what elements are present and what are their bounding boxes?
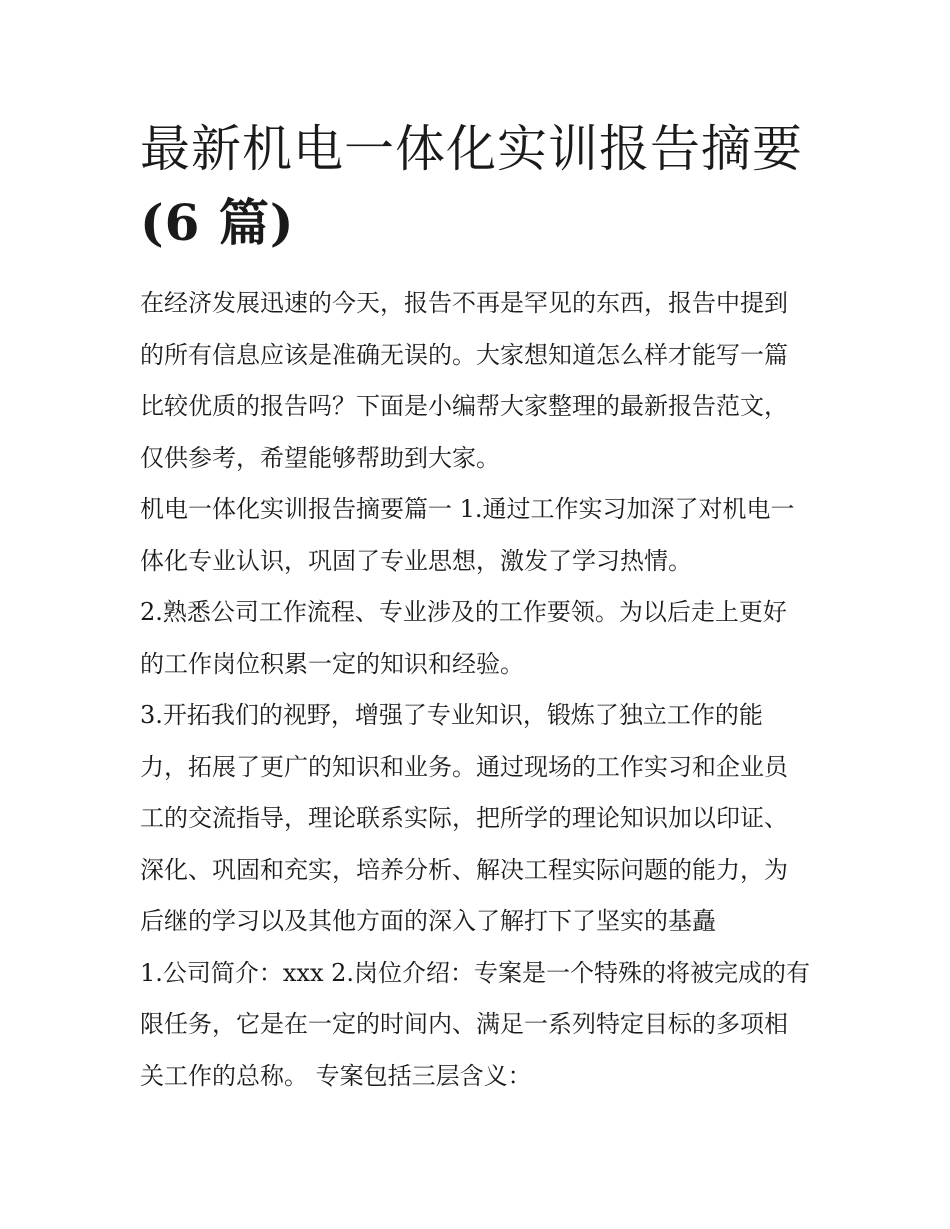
point-two-paragraph — [140, 587, 812, 690]
text-line: 后继的学习以及其他方面的深入了解打下了坚实的基矗 — [140, 907, 716, 935]
document-title — [140, 112, 812, 260]
text-line: 在经济发展迅速的今天，报告不再是罕见的东西，报告中提到 — [140, 289, 788, 317]
text-line: 力，拓展了更广的知识和业务。通过现场的工作实习和企业员 — [140, 752, 788, 781]
text-line: 比较优质的报告吗？下面是小编帮大家整理的最新报告范文， — [140, 392, 788, 420]
text-line: 深化、巩固和充实，培养分析、解决工程实际问题的能力，为 — [140, 855, 788, 884]
text-line: 的所有信息应该是准确无误的。大家想知道怎么样才能写一篇 — [140, 340, 788, 369]
text-line: 体化专业认识，巩固了专业思想，激发了学习热情。 — [140, 546, 692, 575]
text-line: 机电一体化实训报告摘要篇一 1.通过工作实习加深了对机电一 — [140, 495, 795, 523]
title-line-2: (6 篇) — [140, 193, 295, 252]
text-line: 关工作的总称。 专案包括三层含义： — [140, 1061, 532, 1090]
company-intro-paragraph — [140, 948, 812, 1103]
point-three-paragraph — [140, 690, 812, 948]
document-page — [140, 112, 812, 1102]
text-line: 1.公司简介：xxx 2.岗位介绍：专案是一个特殊的将被完成的有 — [140, 958, 811, 987]
text-line: 2.熟悉公司工作流程、专业涉及的工作要领。为以后走上更好 — [140, 598, 787, 626]
text-line: 限任务，它是在一定的时间内、满足一系列特定目标的多项相 — [140, 1010, 788, 1038]
text-line: 仅供参考，希望能够帮助到大家。 — [140, 443, 500, 472]
section-one-paragraph — [140, 484, 812, 587]
text-line: 工的交流指导，理论联系实际，把所学的理论知识加以印证、 — [140, 804, 788, 832]
text-line: 3.开拓我们的视野，增强了专业知识，锻炼了独立工作的能 — [140, 701, 763, 729]
text-line: 的工作岗位积累一定的知识和经验。 — [140, 649, 524, 678]
title-line-1: 最新机电一体化实训报告摘要 — [140, 120, 803, 178]
intro-paragraph — [140, 278, 812, 484]
